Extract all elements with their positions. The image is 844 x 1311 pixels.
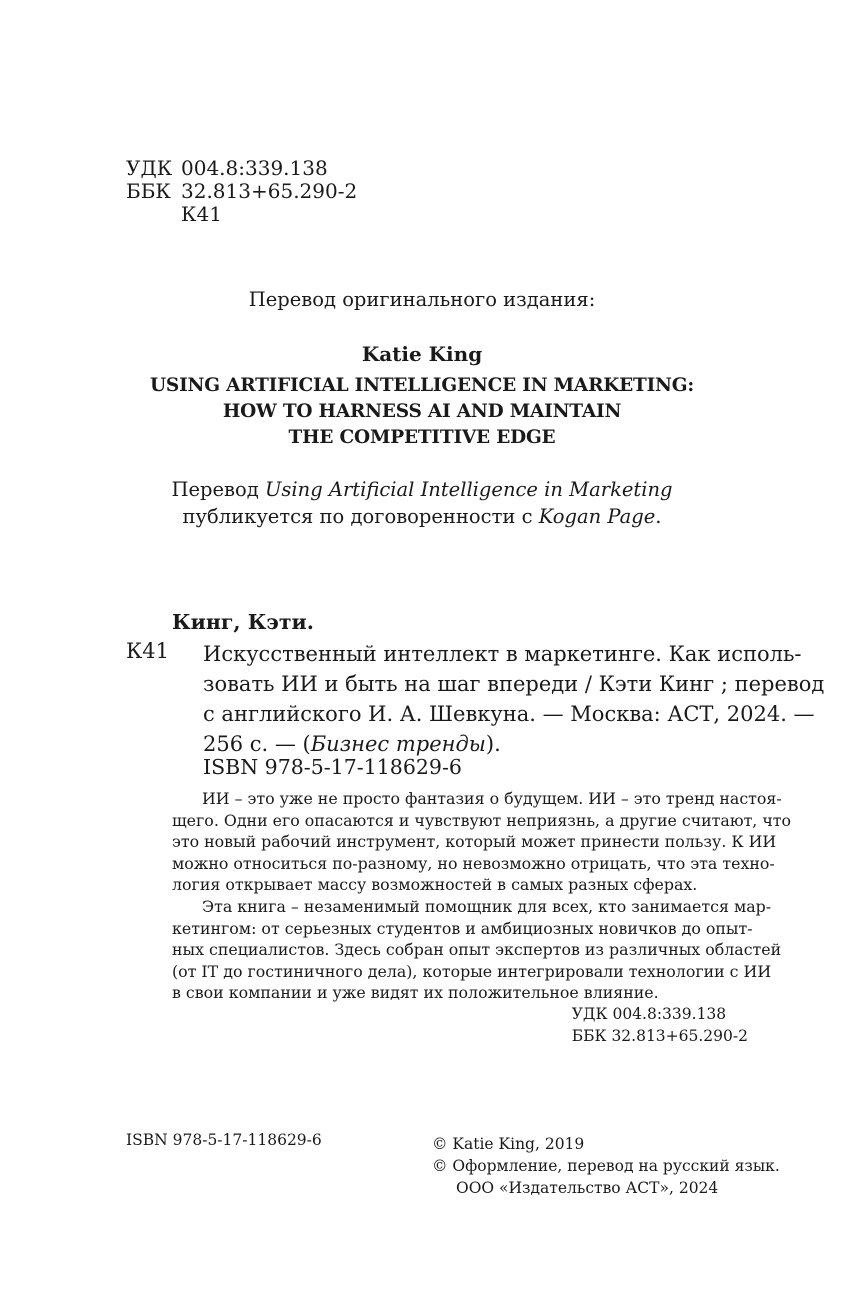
- annotation-paragraph: Эта книга – незаменимый помощник для всех, кто занимается мар- кетингом: от серьезных студентов и амбициозных новичков до опыт- ных специалистов. Здесь собран опыт экспертов из различных областей (от IT до гостиничного дела), которые интегрировали технологии с ИИ в свои компании и уже видят их положительное влияние.: [172, 896, 782, 1003]
- original-title-line: THE COMPETITIVE EDGE: [288, 427, 556, 448]
- rights-notice-line-2: публикуется по договоренности с Kogan Page.: [182, 505, 662, 528]
- original-edition-label: Перевод оригинального издания:: [248, 288, 596, 311]
- bbk-value: 32.813+65.290-2: [181, 179, 358, 203]
- record-bbk: ББК 32.813+65.290-2: [571, 1027, 748, 1045]
- udk-label: УДК: [126, 156, 173, 180]
- record-udk: УДК 004.8:339.138: [571, 1005, 727, 1023]
- publisher-italic: Kogan Page: [538, 505, 656, 528]
- publisher-line: ООО «Издательство АСТ», 2024: [456, 1179, 719, 1197]
- original-author: Katie King: [361, 342, 483, 366]
- series-name: Бизнес тренды: [310, 732, 486, 756]
- udk-value: 004.8:339.138: [181, 156, 328, 180]
- record-shelf-mark: К41: [126, 639, 169, 663]
- annotation: [172, 788, 792, 1004]
- bbk-row: [126, 180, 357, 203]
- classification-block: [126, 157, 357, 226]
- record-description-line: 256 с. — (Бизнес тренды).: [203, 732, 501, 756]
- record-description-line: с английского И. А. Шевкуна. — Москва: АСТ, 2024. —: [203, 702, 815, 726]
- copyright-line: © Оформление, перевод на русский язык.: [432, 1157, 780, 1175]
- original-title: [0, 373, 844, 451]
- record-main-author: Кинг, Кэти.: [172, 610, 314, 634]
- record-description-line: Искусственный интеллект в маркетинге. Как исполь-: [203, 642, 802, 666]
- copyright-line: © Katie King, 2019: [432, 1135, 585, 1153]
- record-codes: [572, 1003, 748, 1047]
- author-mark: К41: [181, 202, 222, 226]
- bbk-label: ББК: [126, 179, 171, 203]
- original-title-italic: Using Artificial Intelligence in Marketing: [264, 478, 673, 501]
- record-isbn: ISBN 978-5-17-118629-6: [203, 755, 462, 779]
- author-mark-row: [126, 203, 357, 226]
- annotation-paragraph: ИИ – это уже не просто фантазия о будущем. ИИ – это тренд настоя- щего. Одни его опасаются и чувствуют неприязнь, а другие считают, что это новый рабочий инструмент, который может принести пользу. К ИИ можно относиться по-разному, но невозможно отрицать, что эта техно- логия открывает массу возможностей в самых разных сферах.: [172, 789, 792, 895]
- original-title-line: USING ARTIFICIAL INTELLIGENCE IN MARKETING:: [149, 375, 694, 396]
- udk-row: [126, 157, 357, 180]
- rights-notice-line-1: Перевод Using Artificial Intelligence in Marketing: [171, 478, 673, 501]
- footer-isbn: ISBN 978-5-17-118629-6: [126, 1131, 322, 1149]
- record-description-line: зовать ИИ и быть на шаг впереди / Кэти Кинг ; перевод: [203, 672, 825, 696]
- original-title-line: HOW TO HARNESS AI AND MAINTAIN: [222, 401, 622, 422]
- copyright-block: [432, 1133, 780, 1199]
- rights-notice: [0, 476, 844, 530]
- record-description: [203, 639, 825, 759]
